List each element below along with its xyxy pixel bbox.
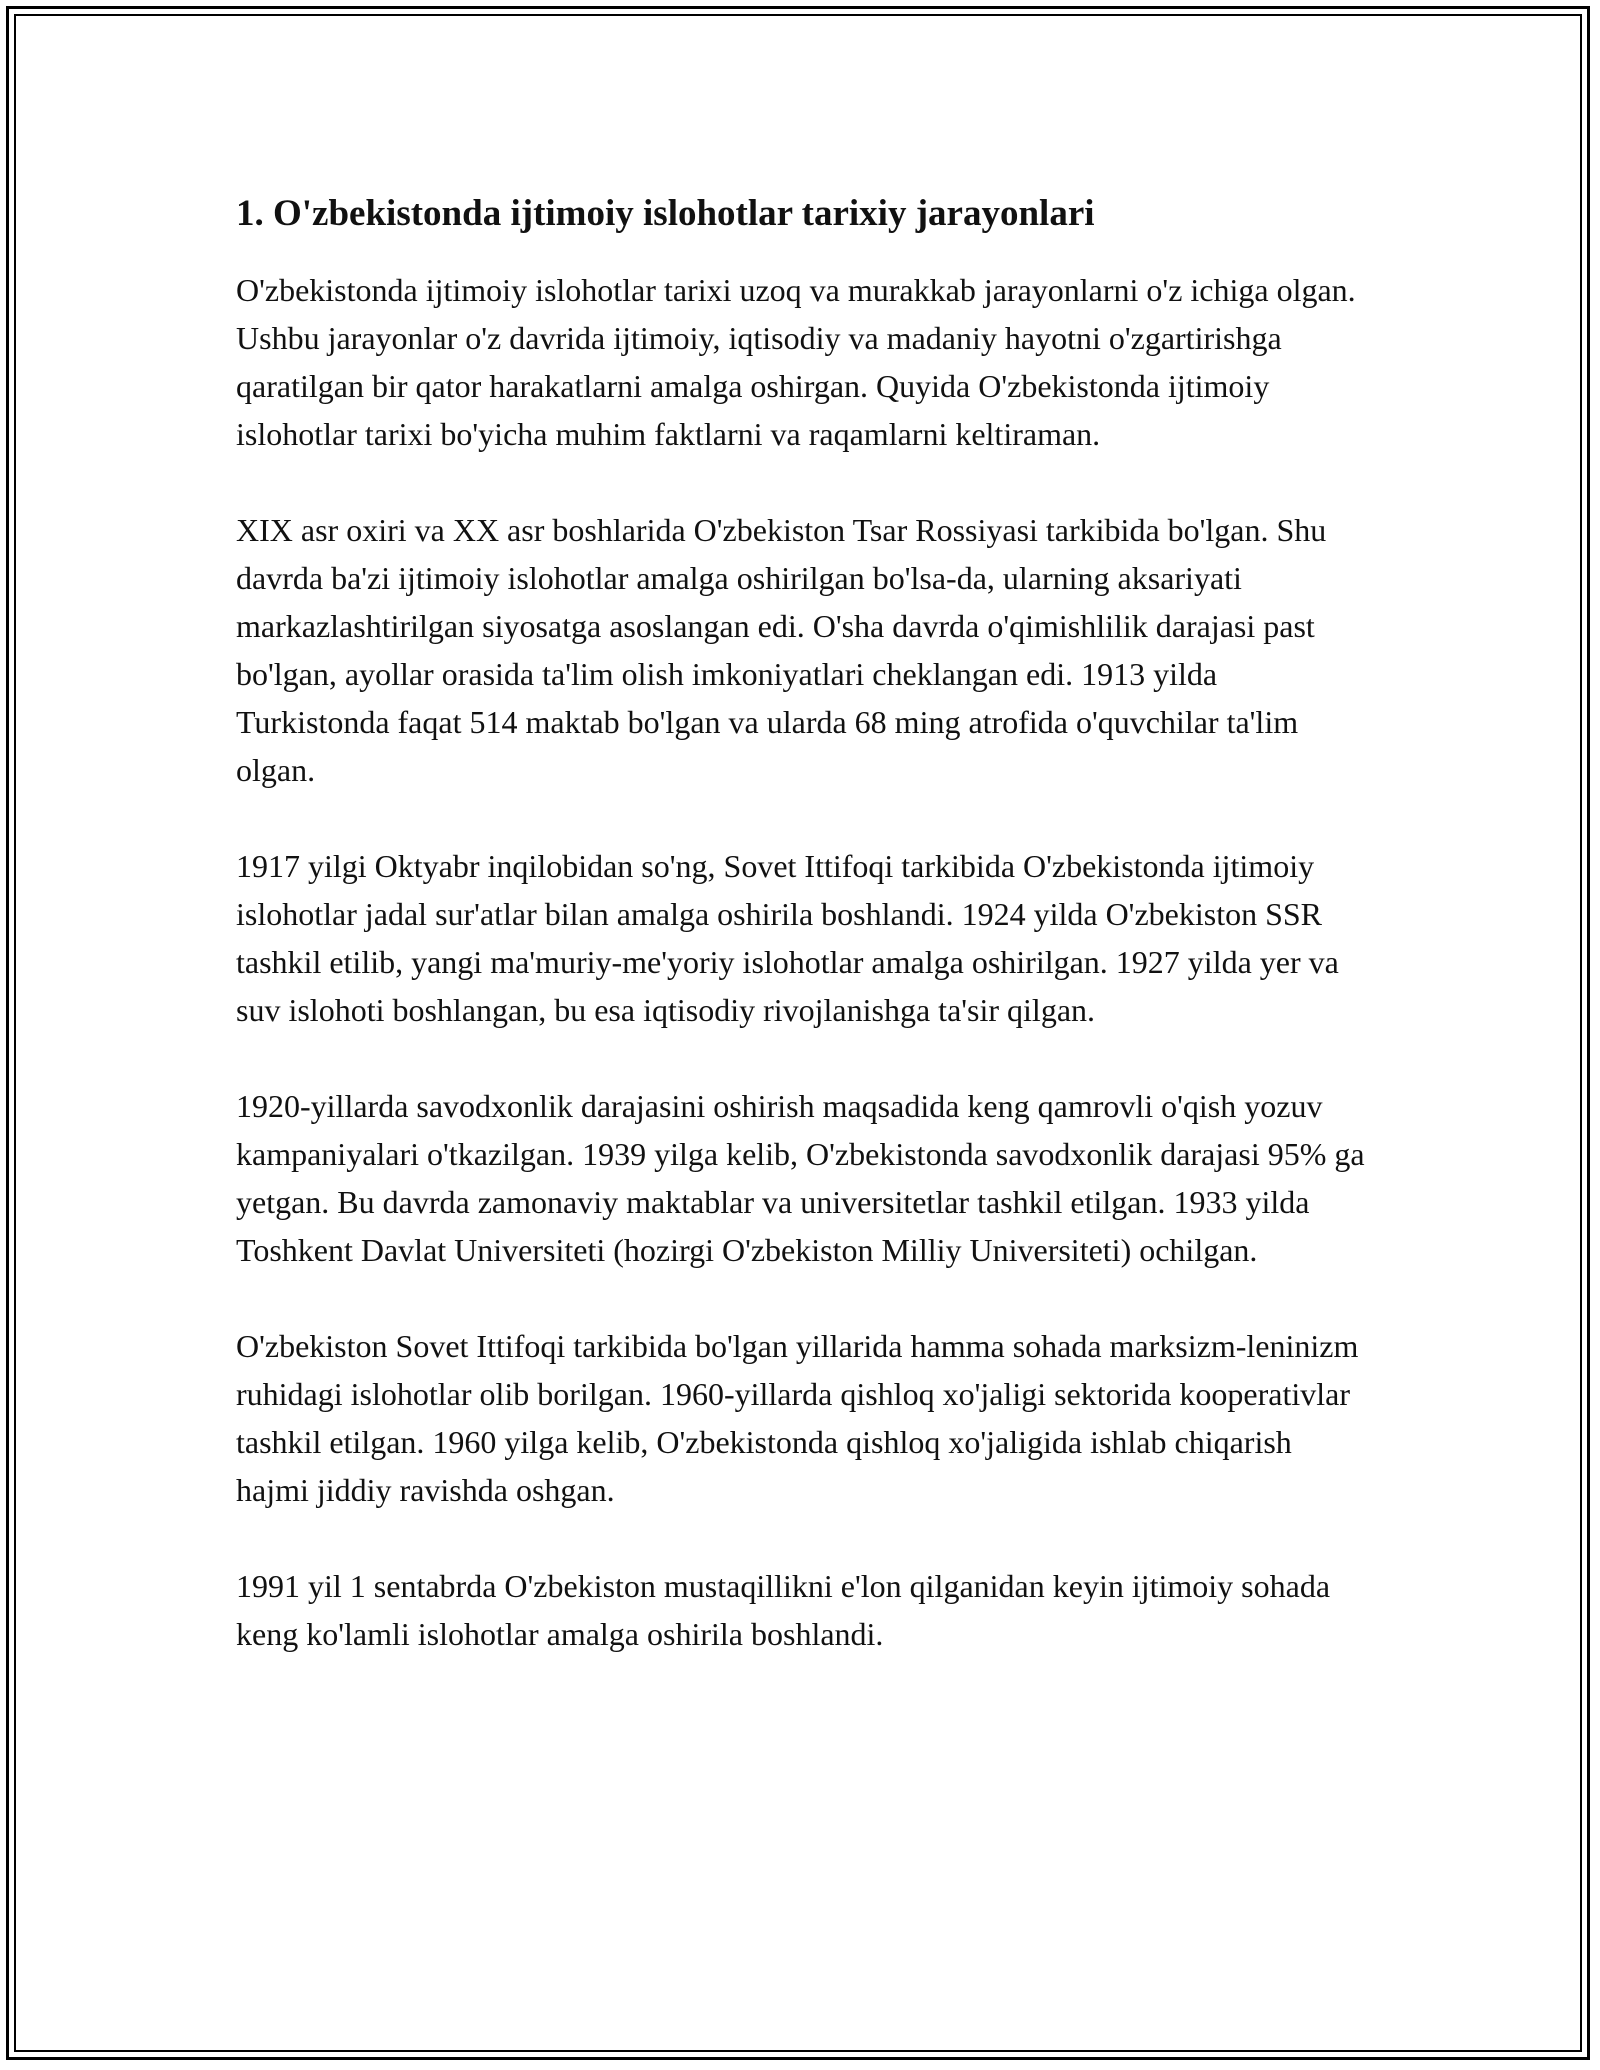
paragraph-literacy: 1920-yillarda savodxonlik darajasini oshirish maqsadida keng qamrovli o'qish yozuv kampaniyalari o'tkazilgan. 1939 yilga kelib, O'zbekistonda savodxonlik darajasi 95% ga yetgan. Bu davrda zamonaviy maktablar va universitetlar tashkil etilgan. 1933 yilda Toshkent Davlat Universiteti (hozirgi O'zbekiston Milliy Universiteti) ochilgan. bbox=[236, 1088, 1365, 1268]
paragraph-tsarist-era: XIX asr oxiri va XX asr boshlarida O'zbekiston Tsar Rossiyasi tarkibida bo'lgan. Shu davrda ba'zi ijtimoiy islohotlar amalga oshirilgan bo'lsa-da, ularning aksariyati markazlashtirilgan siyosatga asoslangan edi. O'sha davrda o'qimishlilik darajasi past bo'lgan, ayollar orasida ta'lim olish imkoniyatlari cheklangan edi. 1913 yilda Turkistonda faqat 514 maktab bo'lgan va ularda 68 ming atrofida o'quvchilar ta'lim olgan. bbox=[236, 512, 1327, 788]
paragraph-intro: O'zbekistonda ijtimoiy islohotlar tarixi uzoq va murakkab jarayonlarni o'z ichiga olgan. Ushbu jarayonlar o'z davrida ijtimoiy, iqtisodiy va madaniy hayotni o'zgartirishga qaratilgan bir qator harakatlarni amalga oshirgan. Quyida O'zbekistonda ijtimoiy islohotlar tarixi bo'yicha muhim faktlarni va raqamlarni keltiraman. bbox=[236, 272, 1356, 452]
paragraph-independence: 1991 yil 1 sentabrda O'zbekiston mustaqillikni e'lon qilganidan keyin ijtimoiy sohada keng ko'lamli islohotlar amalga oshirila boshlandi. bbox=[236, 1568, 1331, 1652]
section-heading: 1. O'zbekistonda ijtimoiy islohotlar tarixiy jarayonlari bbox=[236, 193, 1095, 234]
paragraph-soviet-period: O'zbekiston Sovet Ittifoqi tarkibida bo'lgan yillarida hamma sohada marksizm-leninizm ruhidagi islohotlar olib borilgan. 1960-yillarda qishloq xo'jaligi sektorida kooperativlar tashkil etilgan. 1960 yilga kelib, O'zbekistonda qishloq xo'jaligida ishlab chiqarish hajmi jiddiy ravishda oshgan. bbox=[236, 1328, 1359, 1508]
document-body bbox=[236, 188, 1366, 1706]
paragraph-soviet-reforms: 1917 yilgi Oktyabr inqilobidan so'ng, Sovet Ittifoqi tarkibida O'zbekistonda ijtimoiy islohotlar jadal sur'atlar bilan amalga oshirila boshlandi. 1924 yilda O'zbekiston SSR tashkil etilib, yangi ma'muriy-me'yoriy islohotlar amalga oshirilgan. 1927 yilda yer va suv islohoti boshlangan, bu esa iqtisodiy rivojlanishga ta'sir qilgan. bbox=[236, 848, 1339, 1028]
